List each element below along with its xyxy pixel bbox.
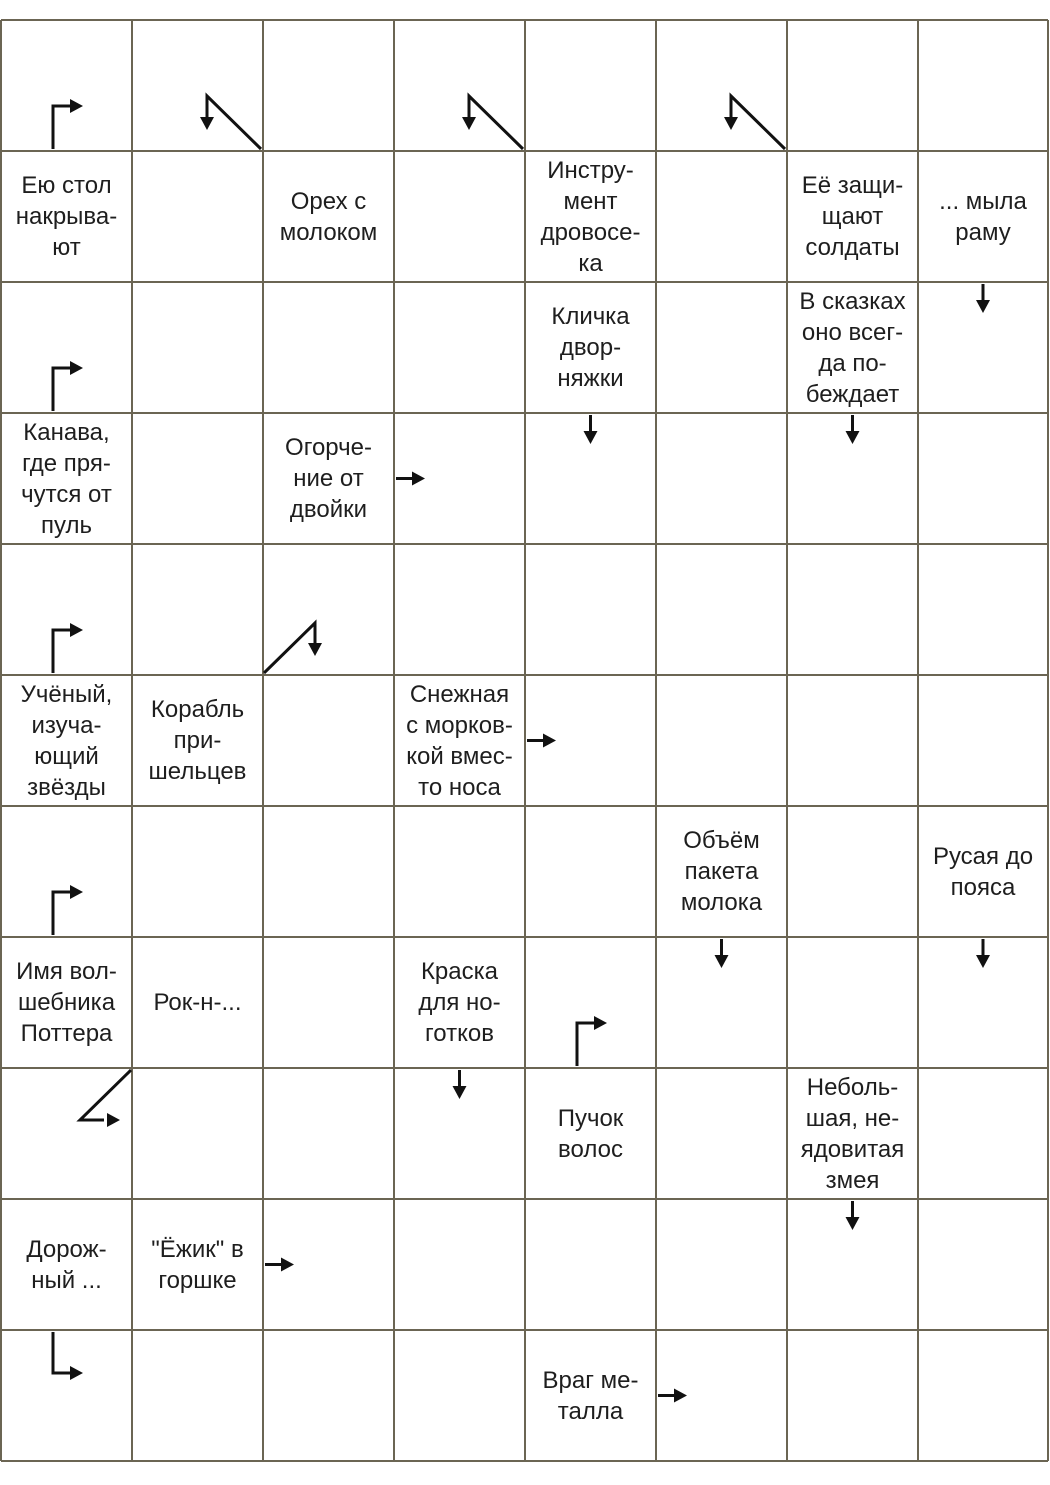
clue-alien-ship: Корабль при- шельцев [148, 696, 247, 785]
clue-woodcutter-tool: Инстру- мент дровосе- ка [540, 156, 641, 277]
clue-fairy-tale: В сказках оно всег- да по- беждает [799, 287, 906, 408]
arrow-r0c5 [724, 96, 785, 149]
clue-tablecloth: Ею стол накрыва- ют [15, 172, 118, 261]
arrow-r0c1 [200, 96, 261, 149]
clue-metal-enemy: Враг ме- талла [542, 1366, 639, 1425]
clue-milk-volume: Объём пакета молока [680, 827, 763, 916]
arrow-r4c0 [53, 623, 83, 673]
clue-bad-mark: Огорче- ние от двойки [285, 434, 372, 523]
clue-potter-name: Имя вол- шебника Поттера [16, 958, 117, 1047]
clue-washed-frame: ... мыла раму [939, 187, 1027, 246]
clue-hedgehog-pot: "Ёжик" в горшке [151, 1235, 244, 1294]
clue-small-snake: Неболь- шая, не- ядовитая змея [800, 1073, 905, 1194]
arrow-r8c6 [846, 1201, 860, 1230]
clue-trench: Канава, где пря- чутся от пуль [21, 418, 112, 539]
clue-rock-n: Рок-н-... [153, 989, 242, 1016]
clue-hair-bunch: Пучок волос [557, 1104, 624, 1163]
clue-nail-paint: Краска для но- готков [418, 958, 501, 1047]
arrow-r2c0 [53, 361, 83, 411]
arrow-r7c3 [453, 1070, 467, 1099]
clue-braid: Русая до пояса [932, 842, 1034, 901]
arrow-r7c4 [577, 1016, 607, 1066]
arrow-r2c4 [584, 415, 598, 444]
arrow-r4c2 [264, 623, 322, 673]
arrow-r1c7 [976, 284, 990, 313]
arrow-r2c6 [846, 415, 860, 444]
arrow-r5c3 [527, 734, 556, 748]
arrow-r6c0 [53, 885, 83, 935]
clue-soldiers-protect: Её защи- щают солдаты [801, 172, 904, 261]
arrow-r9c1 [265, 1258, 294, 1272]
arrow-r8c0 [80, 1070, 131, 1127]
clue-nut-milk: Орех с молоком [279, 187, 378, 246]
arrow-r0c3 [462, 96, 523, 149]
arrow-r6c5 [715, 939, 729, 968]
arrow-r0c0 [53, 99, 83, 149]
clue-road-sign: Дорож- ный ... [26, 1235, 107, 1294]
arrow-r3c2 [396, 472, 425, 486]
arrow-r10c4 [658, 1389, 687, 1403]
arrow-r10c0 [53, 1332, 83, 1380]
clue-dog-name: Кличка двор- няжки [551, 303, 630, 392]
arrow-r6c7 [976, 939, 990, 968]
clue-snow-woman: Снежная с морков- кой вмес- то носа [406, 680, 513, 801]
clue-astronomer: Учёный, изуча- ющий звёзды [20, 680, 113, 801]
